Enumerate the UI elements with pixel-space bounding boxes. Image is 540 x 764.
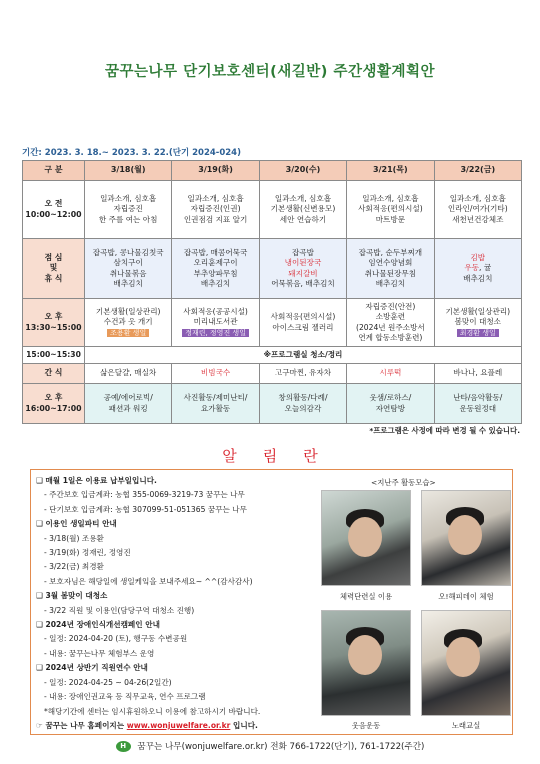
cell-line: 난타/음악활동/: [453, 393, 503, 403]
row-label-text: 점 심: [44, 253, 63, 263]
homepage-line: [36, 719, 336, 733]
row-label: [23, 239, 85, 299]
activity-photo-happy-day: [421, 490, 511, 586]
row-label: 간 식: [23, 364, 85, 384]
cell-line: 새천년건강체조: [452, 214, 504, 224]
cell-line: 기본생활(일상관리): [445, 307, 511, 317]
cell-line: 배추김치: [375, 278, 406, 288]
schedule-cell: [434, 181, 521, 239]
notice-item: - 내용: 꿈꾸는나무 체험부스 운영: [44, 648, 155, 658]
cell-line: 연계 합동소방훈련): [358, 332, 423, 342]
schedule-cell: [347, 384, 434, 424]
cell-line: 사진활동/제미난티/: [183, 393, 248, 403]
cell-line: 일과소개, 심호흡: [100, 194, 157, 204]
cell-line: 냉이된장국: [284, 258, 322, 268]
cell-line: 사회적응(편의시설): [358, 204, 423, 214]
cell-line: 수건과 옷 개기: [103, 317, 153, 327]
notice-item: - 3/18(월) 조용환: [44, 533, 104, 543]
birthday-badge: 정재린, 정영진 생일: [182, 329, 249, 338]
day-header: 3/22(금): [434, 161, 521, 181]
cell-line: 인권점검 지표 알기: [183, 214, 248, 224]
schedule-cell: [172, 384, 259, 424]
cell-line: 오리훈제구이: [193, 258, 238, 268]
cell-line: 일과소개, 심호흡: [187, 194, 244, 204]
cell-line: 자립증진: [113, 204, 143, 214]
snack-cell: 시루떡: [347, 364, 434, 384]
notice-item: - 3/22(금) 최경환: [44, 562, 104, 572]
cell-line: 귤: [483, 263, 492, 273]
activity-photo-laughter: [321, 610, 411, 716]
cell-line: 기본생활(일상관리): [95, 307, 161, 317]
cell-line: 자립증진(안전): [365, 302, 416, 312]
table-row-afternoon-1: [23, 299, 522, 347]
cell-line: 세안 연습하기: [279, 214, 327, 224]
photo-figure: [348, 517, 382, 557]
notice-title: 알림란: [222, 447, 344, 465]
cell-line: 취나물된장무침: [364, 268, 417, 278]
cell-line: 배추김치: [113, 278, 143, 288]
menu-cell: [85, 239, 172, 299]
cell-line: 잡곡밥: [291, 248, 314, 258]
break-text: ※프로그램실 청소/정리: [85, 347, 522, 364]
cell-line: 일과소개, 심호흡: [274, 194, 332, 204]
row-label: [23, 384, 85, 424]
schedule-cell: [259, 299, 346, 347]
photos-caption: <지난주 활동모습>: [371, 478, 436, 487]
notice-box: [30, 469, 513, 735]
cell-line: 잡곡밥, 매콤어묵국: [183, 248, 248, 258]
notice-item: - 일정: 2024-04-20 (토), 행구동 수변공원: [44, 634, 188, 644]
day-header: 3/21(목): [347, 161, 434, 181]
notice-item: - 보호자님은 해당일에 생일케잌을 보내주세요~ ^^(감사감사): [44, 576, 253, 586]
notice-item: - 단기보호 입금계좌: 농협 307099-51-051365 꿈꾸는 나무: [44, 504, 247, 514]
page-title: 꿈꾸는나무 단기보호센터(새길반) 주간생활계획안: [105, 64, 435, 80]
cell-line: 아이스크림 젤러리: [272, 322, 334, 332]
notice-heading: ❑ 매월 1일은 이용료 납부일입니다.: [36, 476, 157, 485]
table-row-afternoon-2: [23, 384, 522, 424]
row-label-time: 10:00~12:00: [25, 209, 82, 219]
cell-line: 일과소개, 심호흡: [449, 194, 506, 204]
notice-list: [36, 474, 336, 733]
schedule-cell: [347, 181, 434, 239]
snack-cell: 삶은달걀, 매실차: [85, 364, 172, 384]
table-row-snack: [23, 364, 522, 384]
day-header: 3/19(화): [172, 161, 259, 181]
cell-line: 배추김치: [200, 278, 231, 288]
cell-line: 창의활동/다례/: [278, 393, 328, 403]
cell-line: 웃샘/로하스/: [369, 393, 412, 403]
cell-line: 공예/에어로빅/: [103, 393, 153, 403]
homepage-link[interactable]: www.wonjuwelfare.or.kr: [126, 720, 231, 730]
notice-item: - 3/22 직원 및 이용인(담당구역 대청소 진행): [44, 605, 195, 615]
table-header-row: [23, 161, 522, 181]
cell-line: 임연수양념회: [368, 258, 413, 268]
schedule-cell: [172, 299, 259, 347]
cell-line: 사회적응(편의시설): [270, 312, 336, 322]
schedule-cell: [347, 299, 434, 347]
change-notice: *프로그램은 사정에 따라 변경 될 수 있습니다.: [369, 426, 520, 435]
footer-contact: 꿈꾸는 나무(wonjuwelfare.or.kr) 전화 766-1722(단기), 761-1722(주간): [137, 742, 425, 752]
photo-figure: [448, 515, 482, 555]
cell-line: 자립증진(인권): [190, 204, 241, 214]
notice-heading: ❑ 이용인 생일파티 안내: [36, 519, 117, 529]
schedule-cell: [172, 181, 259, 239]
homepage-suffix: 입니다.: [233, 720, 258, 730]
notice-item: - 주간보호 입금계좌: 농협 355-0069-3219-73 꿈꾸는 나무: [44, 490, 245, 500]
cell-line: 인라인/여가(기타): [447, 204, 508, 214]
schedule-cell: [85, 181, 172, 239]
row-label-time: 16:00~17:00: [25, 403, 82, 413]
photo-caption: 체력단련실 이용: [339, 592, 393, 601]
homepage-prefix: ☞ 꿈꾸는 나무 홈페이지는: [36, 720, 125, 730]
cell-line: 한 주를 여는 아침: [98, 214, 158, 224]
menu-cell: [347, 239, 434, 299]
cell-line: 기본생활(신변용모): [270, 204, 336, 214]
cell-line: 미리내도서관: [193, 317, 238, 327]
notice-item: - 3/19(화) 정재린, 정영진: [44, 548, 131, 558]
weekly-schedule-table: [22, 160, 522, 424]
cell-line: 봄맞이 대청소: [454, 317, 501, 327]
row-label-text: 오 후: [44, 312, 63, 322]
snack-cell: 비빔국수: [172, 364, 259, 384]
cell-line: 소방훈련: [375, 312, 406, 322]
birthday-badge: 최경환 생일: [457, 329, 499, 338]
photo-figure: [348, 635, 382, 675]
table-row-break: [23, 347, 522, 364]
schedule-cell: [85, 299, 172, 347]
table-row-lunch: [23, 239, 522, 299]
snack-cell: 고구마찐, 유자차: [259, 364, 346, 384]
menu-cell: 김밥 우동, 귤 배추김치: [434, 239, 521, 299]
row-label: [23, 181, 85, 239]
row-label-text: 오 전: [44, 199, 63, 209]
notice-item: - 일정: 2024-04-25 ~ 04-26(2일간): [44, 677, 172, 687]
schedule-cell: [85, 384, 172, 424]
notice-item: - 내용: 장애인권교육 등 직무교육, 연수 프로그램: [44, 692, 206, 702]
cell-line: 김밥: [470, 253, 486, 263]
period-label: 기간: 2023. 3. 18.~ 2023. 3. 22.(단기 2024-024): [22, 148, 241, 158]
cell-line: 잡곡밥, 순두부찌개: [358, 248, 423, 258]
activity-photo-singing: [421, 610, 511, 716]
cell-line: 운동원정대: [459, 403, 497, 413]
cell-line: 삼치구이: [113, 258, 143, 268]
header-label: 구 분: [23, 161, 85, 181]
footer: [0, 740, 540, 752]
cell-line: 취나물볶음: [109, 268, 147, 278]
center-logo-icon: H: [116, 741, 131, 752]
cell-line: 마트방문: [375, 214, 406, 224]
day-header: 3/18(월): [85, 161, 172, 181]
menu-cell: [172, 239, 259, 299]
cell-line: 우동: [464, 263, 480, 273]
cell-line: (2024년 원주소방서: [356, 322, 425, 332]
photo-caption: 오!해피데이 체험: [438, 592, 494, 601]
photo-caption: 노래교실: [451, 721, 481, 730]
schedule-cell: [434, 299, 521, 347]
row-label-text: 및: [49, 263, 58, 273]
cell-line: 사회적응(공공시설): [183, 307, 248, 317]
cell-line: 오늘의감각: [284, 403, 322, 413]
birthday-badge: 조용환 생일: [107, 329, 149, 338]
row-label: [23, 299, 85, 347]
cell-line: 요가활동: [200, 403, 231, 413]
cell-line: 돼지갈비: [288, 268, 318, 278]
photo-figure: [446, 637, 480, 677]
cell-line: 패션과 워킹: [108, 403, 148, 413]
row-label-time: 15:00~15:30: [23, 347, 85, 364]
schedule-cell: [434, 384, 521, 424]
cell-line: 잡곡밥, 콩나물김칫국: [92, 248, 164, 258]
cell-line: 자연탐방: [375, 403, 406, 413]
table-row-morning: [23, 181, 522, 239]
schedule-cell: [259, 181, 346, 239]
notice-heading: ❑ 3월 봄맞이 대청소: [36, 591, 108, 601]
notice-heading: ❑ 2024년 상반기 직원연수 안내: [36, 663, 148, 673]
row-label-text: 오 후: [44, 393, 63, 403]
notice-heading: ❑ 2024년 장애인식개선캠페인 안내: [36, 620, 160, 630]
cell-line: 어묵볶음, 배추김치: [271, 278, 335, 288]
schedule-cell: [259, 384, 346, 424]
snack-cell: 바나나, 요플레: [434, 364, 521, 384]
cell-line: 배추김치: [463, 273, 493, 283]
row-label-time: 13:30~15:00: [25, 322, 82, 332]
day-header: 3/20(수): [259, 161, 346, 181]
cell-line: 부추양파무침: [193, 268, 238, 278]
row-label-text: 휴 식: [44, 273, 63, 283]
menu-cell: [259, 239, 346, 299]
cell-line: 일과소개, 심호흡: [362, 194, 419, 204]
activity-photo-gym: [321, 490, 411, 586]
notice-item: *해당기간에 센터는 임시휴원하오니 이용에 참고하시기 바랍니다.: [44, 706, 261, 716]
photo-caption: 웃음운동: [351, 721, 381, 730]
